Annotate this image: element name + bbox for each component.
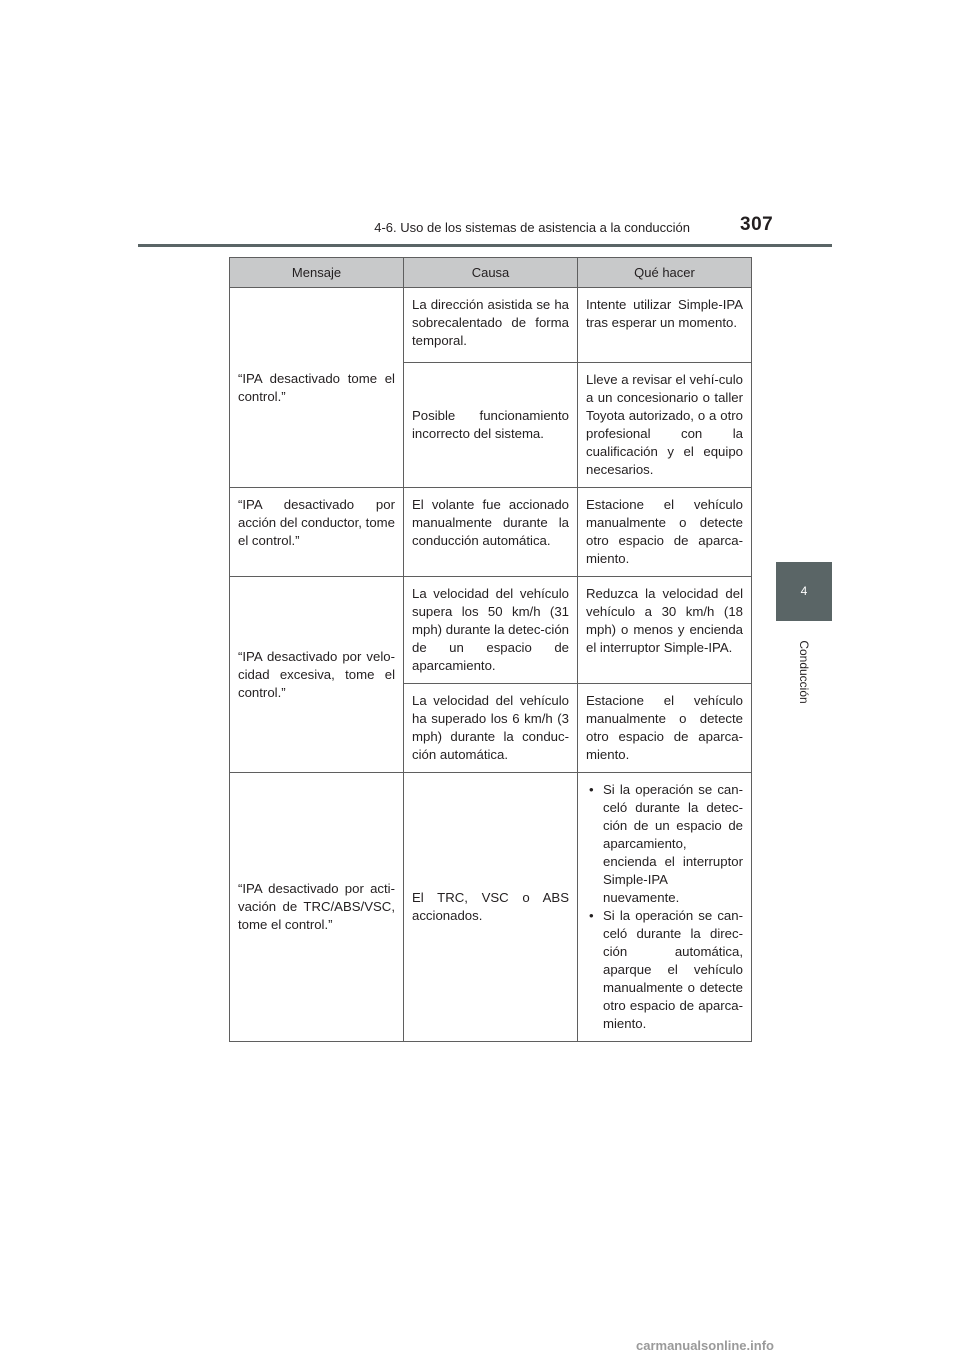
action-cell: Estacione el vehículo manualmente o detecte otro espacio de aparca-miento. <box>578 684 752 773</box>
page-number: 307 <box>740 214 774 235</box>
action-cell: Estacione el vehículo manualmente o detecte otro espacio de aparca-miento. <box>578 488 752 577</box>
action-bullet: • Si la operación se can-celó durante la direc-ción automática, aparque el vehículo manualmente o detecte otro espacio de aparca-miento. <box>586 907 743 1033</box>
action-cell: Reduzca la velocidad del vehículo a 30 km/h (18 mph) o menos y encienda el interruptor Simple-IPA. <box>578 577 752 684</box>
cause-cell: El volante fue accionado manualmente durante la conducción automática. <box>404 488 578 577</box>
action-cell: Intente utilizar Simple-IPA tras esperar un momento. <box>578 288 752 363</box>
action-cell: Lleve a revisar el vehí-culo a un concesionario o taller Toyota autorizado, o a otro profesional con la cualificación y el equipo necesarios. <box>578 363 752 488</box>
message-cell: “IPA desactivado por velo-cidad excesiva, tome el control.” <box>230 577 404 773</box>
message-cell: “IPA desactivado por acción del conductor, tome el control.” <box>230 488 404 577</box>
cause-cell: La dirección asistida se ha sobrecalentado de forma temporal. <box>404 288 578 363</box>
action-cell <box>578 773 752 1042</box>
cause-cell: Posible funcionamiento incorrecto del sistema. <box>404 363 578 488</box>
table-row <box>230 773 752 1042</box>
column-header-que-hacer: Qué hacer <box>578 258 752 288</box>
column-header-mensaje: Mensaje <box>230 258 404 288</box>
message-cell: “IPA desactivado tome el control.” <box>230 288 404 488</box>
message-table <box>229 257 752 1042</box>
cause-cell: La velocidad del vehículo supera los 50 km/h (31 mph) durante la detec-ción de un espacio de aparcamiento. <box>404 577 578 684</box>
column-header-causa: Causa <box>404 258 578 288</box>
section-title: 4-6. Uso de los sistemas de asistencia a la conducción <box>374 220 690 235</box>
table-header-row <box>230 258 752 288</box>
action-bullet-list <box>586 781 743 1033</box>
table-row <box>230 288 752 363</box>
chapter-label: Conducción <box>797 640 811 704</box>
watermark: carmanualsonline.info <box>636 1338 774 1353</box>
table-row <box>230 577 752 684</box>
cause-cell: El TRC, VSC o ABS accionados. <box>404 773 578 1042</box>
table-row <box>230 488 752 577</box>
cause-cell: La velocidad del vehículo ha superado los 6 km/h (3 mph) durante la conduc-ción automática. <box>404 684 578 773</box>
action-bullet: • Si la operación se can-celó durante la detec-ción de un espacio de aparcamiento, encienda el interruptor Simple-IPA nuevamente. <box>586 781 743 907</box>
message-cell: “IPA desactivado por acti-vación de TRC/ABS/VSC, tome el control.” <box>230 773 404 1042</box>
header-divider <box>138 244 832 247</box>
chapter-tab[interactable]: 4 <box>776 562 832 621</box>
